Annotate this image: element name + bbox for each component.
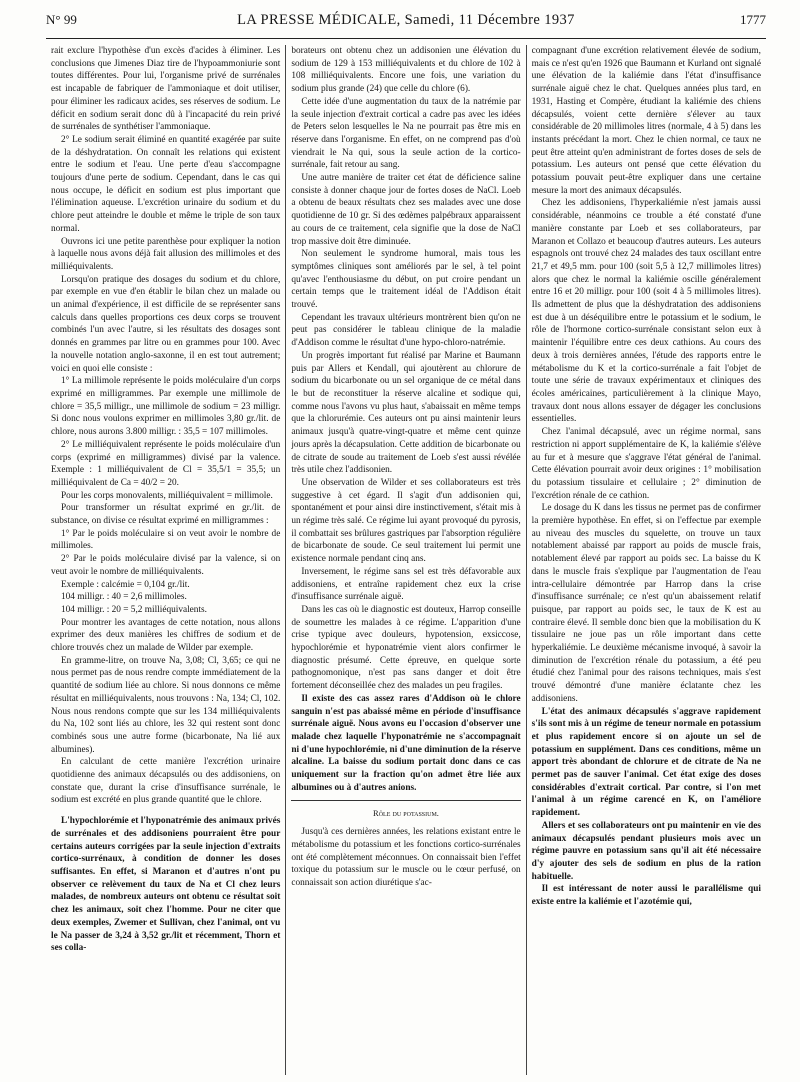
- column-1: [46, 45, 285, 1075]
- paragraph: 2° Le sodium serait éliminé en quantité exagérée par suite de la déshydratation. On connaît les relations qui existent entre le sodium et l'eau. Une perte d'eau s'accompagne toujours d'une perte de sodium. Cependant, dans le cas qui nous occupe, le déficit en sodium est plus important que l'élimination aqueuse. L'excrétion urinaire du sodium et du chlore peut atteindre le double et même le triple de son taux normal.: [51, 134, 281, 234]
- paragraph: Il est intéressant de noter aussi le parallélisme qui existe entre la kaliémie et l'azotémie qui,: [531, 884, 761, 908]
- paragraph: Une autre manière de traiter cet état de déficience saline consiste à donner chaque jour de fortes doses de NaCl. Loeb a obtenu de beaux résultats chez ses malades avec une dose quotidienne de 10 gr. Si des œdèmes palpébraux apparaissent au cours de ce traitement, cela signifie que la dose de NaCl trop massive doit être diminuée.: [291, 173, 521, 247]
- paragraph: En calculant de cette manière l'excrétion urinaire quotidienne des animaux décapsulés ou des addisoniens, on constate que, durant la crise d'insuffisance surrénale, le sodium est excrété en plus grande quantité que le chlore.: [51, 757, 281, 806]
- paragraph: L'état des animaux décapsulés s'aggrave rapidement s'ils sont mis à un régime de teneur normale en potassium et plus rapidement encore si on ajoute un sel de potassium en supplément. Dans ces conditions, même un apport très abondant de chlorure et de citrate de Na ne permet pas de sauver l'animal. Cet état exige des doses considérables d'extrait cortical. Par contre, si l'on met l'animal à un régime carencé en K, on l'améliore rapidement.: [531, 706, 761, 819]
- column-3: [526, 45, 766, 1075]
- paragraph: borateurs ont obtenu chez un addisonien une élévation du sodium de 129 à 153 milliéquivalents et du chlore de 102 à 108 milliéquivalents. Encore une fois, une variation du sodium plus grande (24) que celle du chlore (6).: [291, 46, 521, 95]
- paragraph: Dans les cas où le diagnostic est douteux, Harrop conseille de soumettre les malades à ce régime. L'apparition d'une crise typique avec douleurs, hypotension, exsiccose, hypochlorémie et hyponatrémie vient alors confirmer le diagnostic présumé. Cette épreuve, en quelque sorte pathognomonique, n'est pas sans danger et doit être fortement déconseillée chez des malades un peu fragiles.: [291, 604, 521, 692]
- paragraph: Un progrès important fut réalisé par Marine et Baumann puis par Allers et Kendall, qui ajoutèrent au chlorure de sodium du bicarbonate ou un sel organique de ce métal dans le but de reconstituer la réserve alcaline et sodique qui, comme nous l'avons vu plus haut, s'abaissait en même temps que la chlorurémie. Ces auteurs ont pu ainsi maintenir leurs animaux jusqu'à quatre-vingt-quatre et même cent quinze jours après la décapsulation. Cette addition de bicarbonate ou de citrate de soude au traitement de Loeb s'est aussi révélée très utile chez l'addisonien.: [291, 350, 521, 476]
- paragraph: Jusqu'à ces dernières années, les relations existant entre le métabolisme du potassium et les fonctions cortico-surrénales ont été complètement méconnues. On connaissait bien l'effet toxique du potassium sur le muscle ou le cœur perfusé, on connaissait son action diurétique s'ac-: [291, 827, 521, 888]
- paragraph: Lorsqu'on pratique des dosages du sodium et du chlore, par exemple en vue d'en établir le bilan chez un malade ou un animal d'expérience, il est difficile de se représenter sans calculs dans quelles proportions ces deux corps se trouvent combinés l'un avec l'autre, si les résultats des dosages sont donnés en grammes par litre ou en grammes pour 100. Avec la nouvelle notation anglo-saxonne, il en est tout autrement; voici en quoi elle consiste :: [51, 274, 281, 374]
- paragraph: Chez l'animal décapsulé, avec un régime normal, sans restriction ni apport supplémentaire de K, la kaliémie s'élève au fur et à mesure que s'aggrave l'état général de l'animal. Cette élévation pourrait avoir deux origines : 1° mobilisation du potassium tissulaire et cellulaire ; 2° diminution de l'excrétion rénale de ce cathion.: [531, 427, 761, 501]
- paragraph: 1° Par le poids moléculaire si on veut avoir le nombre de millimoles.: [51, 528, 281, 552]
- paragraph: Chez les addisoniens, l'hyperkaliémie n'est jamais aussi considérable, néanmoins ce trouble a été constaté d'une manière constante par Loeb et ses collaborateurs, par Maranon et Collazo et beaucoup d'autres auteurs. Les auteurs espagnols ont trouvé chez 24 malades des taux oscillant entre 21,7 et 49,5 mm. pour 100 (soit 5,5 à 12,7 millimoles litres) alors que chez le normal la kaliémie oscille généralement entre 16 et 20 milligr. pour 100 (soit 4 à 5 millimoles litres). Ils admettent de plus que la déshydratation des addisoniens est due à un déséquilibre entre le potassium et le sodium, le rôle de l'hormone cortico-surrénale consistant selon eux à maintenir l'équilibre entre ces deux cathions. Au cours des deux à trois dernières années, l'étude des rapports entre le métabolisme du K et la cortico-surrénale a fait l'objet de toute une série de travaux expérimentaux et cliniques des écoles américaines, particulièrement à la clinique Mayo, travaux dont nous allons essayer de dégager les conclusions essentielles.: [531, 198, 761, 425]
- paragraph: Pour les corps monovalents, milliéquivalent = millimole.: [61, 490, 273, 501]
- paragraph: Allers et ses collaborateurs ont pu maintenir en vie des animaux décapsulés pendant plusieurs mois avec un régime pauvre en potassium sans qu'il ait été nécessaire d'y ajouter des sels de sodium en plus de la ration habituelle.: [531, 820, 761, 882]
- paragraph: Cependant les travaux ultérieurs montrèrent bien qu'on ne peut pas considérer le tableau clinique de la maladie d'Addison comme le résultat d'une hypo-chloro-natrémie.: [291, 312, 521, 349]
- paragraph: 104 milligr. : 20 = 5,2 milliéquivalents.: [61, 604, 207, 615]
- paragraph: L'hypochlorémie et l'hyponatrémie des animaux privés de surrénales et des addisoniens pourraient être pour certains auteurs corrigées par la seule injection d'extraits cortico-surrénaux, à condition de donner les doses suffisantes. En effet, si Maranon et d'autres n'ont pu observer ce relèvement du taux de Na et Cl chez leurs malades, de nombreux auteurs ont obtenu ce résultat soit chez les animaux, soit chez l'homme. Pour ne citer que deux exemples, Zwemer et Sullivan, chez l'animal, ont vu le Na passer de 3,24 à 3,52 gr./lit et récemment, Thorn et ses colla-: [51, 816, 281, 954]
- issue-number: N° 99: [46, 12, 77, 27]
- paragraph: Inversement, le régime sans sel est très défavorable aux addisoniens, et entraîne rapidement chez eux la crise d'insuffisance surrénale aiguë.: [291, 566, 521, 603]
- section-heading: Rôle du potassium.: [373, 808, 439, 819]
- text-columns: [46, 45, 766, 1075]
- column-2: [285, 45, 525, 1075]
- paragraph: rait exclure l'hypothèse d'un excès d'acides à éliminer. Les conclusions que Jimenes Diaz tire de l'hypoammoniurie sont toutes différentes. Pour lui, l'organisme privé de surrénales est incapable de fabriquer de l'ammoniaque et doit utiliser, pour éliminer les radicaux acides, ses réserves de sodium. Le déficit en sodium serait donc dû à l'incapacité du rein privé de surrénales de synthétiser l'ammoniaque.: [51, 46, 281, 133]
- paragraph: Non seulement le syndrome humoral, mais tous les symptômes cliniques sont améliorés par le sel, à tel point qu'avec l'enthousiasme du début, on put croire pendant un certain temps que le traitement idéal de l'Addison était trouvé.: [291, 249, 521, 311]
- paragraph: Une observation de Wilder et ses collaborateurs est très suggestive à cet égard. Il s'agit d'un addisonien qui, spontanément et pour ainsi dire instinctivement, s'était mis à un régime très salé. Ce régime lui ayant provoqué du pyrosis, il combattait ses brûlures gastriques par l'absorption régulière de bicarbonate de soude. Ce seul traitement lui permit une existence normale pendant cinq ans.: [291, 477, 521, 565]
- paragraph: Ouvrons ici une petite parenthèse pour expliquer la notion à laquelle nous avons déjà fait allusion des millimoles et des milliéquivalents.: [51, 236, 281, 272]
- page-number: 1777: [739, 12, 766, 27]
- paragraph: 104 milligr. : 40 = 2,6 millimoles.: [61, 592, 187, 603]
- page-header: [46, 12, 766, 39]
- paragraph: Pour transformer un résultat exprimé en gr./lit. de substance, on divise ce résultat exprimé en milligrammes :: [51, 503, 281, 527]
- paragraph: 1° La millimole représente le poids moléculaire d'un corps exprimé en milligrammes. Par exemple une millimole de chlore = 35,5 milligr., une millimole de sodium = 23 milligr. Si donc nous voulons exprimer en millimoles 3,80 gr./lit. de chlore, nous aurons 3.800 milligr. : 35,5 = 107 millimoles.: [51, 376, 281, 438]
- paragraph: Exemple : calcémie = 0,104 gr./lit.: [61, 579, 190, 590]
- paragraph: Pour montrer les avantages de cette notation, nous allons exprimer des deux manières les chiffres de sodium et de chlore trouvés chez un malade de Wilder par exemple.: [51, 617, 281, 654]
- divider: [291, 800, 520, 801]
- paragraph: En gramme-litre, on trouve Na, 3,08; Cl, 3,65; ce qui ne nous permet pas de nous rendre compte immédiatement de la quantité de sodium liée au chlore. Si nous donnons ce même résultat en milliéquivalents, nous trouvons : Na, 134; Cl, 102. Nous nous rendons compte que sur les 134 milliéquivalents du Na, 102 sont liés au chlore, les 32 qui restent sont donc combinés sous une autre forme (bicarbonate, Na lié aux albumines).: [51, 655, 281, 755]
- paragraph: Cette idée d'une augmentation du taux de la natrémie par la seule injection d'extrait cortical a cadre pas avec les idées de Peters selon lesquelles le Na ne pourrait pas être mis en réserve dans l'organisme. En effet, on ne comprend pas d'où viendrait le Na qui, sous la seule action de la cortico-surrénale, fait retour au sang.: [291, 96, 521, 171]
- paragraph: 2° Par le poids moléculaire divisé par la valence, si on veut avoir le nombre de milliéquivalents.: [51, 554, 281, 577]
- paragraph: compagnant d'une excrétion relativement élevée de sodium, mais ce n'est qu'en 1926 que Baumann et Kurland ont signalé une élévation de la kaliémie dans l'état d'insuffisance surrénale aiguë chez le chat. Quelques années plus tard, en 1931, Hasting et Compère, étudiant la kaliémie des chiens décapsulés, voient cette dernière s'élever au taux considérable de 20 millimoles litres (normale, 4 à 5) dans les instants précédant la mort. Chez le chien normal, ce taux ne peut être atteint qu'en administrant de fortes doses de sels de potassium. Les auteurs ont pensé que cette élévation du potassium pouvait peut-être expliquer dans une certaine mesure la mort des animaux décapsulés.: [531, 46, 761, 196]
- paragraph: 2° Le milliéquivalent représente le poids moléculaire d'un corps (exprimé en milligrammes) divisé par la valence. Exemple : 1 milliéquivalent de Cl = 35,5/1 = 35,5; un milliéquivalent de Ca = 40/2 = 20.: [51, 439, 281, 488]
- paragraph: Le dosage du K dans les tissus ne permet pas de confirmer la première hypothèse. En effet, si on l'effectue par exemple au niveau des muscles du squelette, on trouve un taux notablement abaissé par rapport au poids de muscle frais, notablement élevé par rapport au poids sec. La baisse du K dans le muscle frais s'explique par l'augmentation de l'eau intra-cellulaire démontrée par Harrop dans la crise d'insuffisance surrénale; ce n'est qu'un abaissement relatif puisque, par rapport au poids sec, le taux de K est au contraire élevé. Il semble donc bien que la mobilisation du K tissulaire ne joue pas un rôle important dans cette hyperkaliémie. Le deuxième mécanisme invoqué, à savoir la diminution de l'excrétion rénale du potassium, a été peu étudié chez l'animal pour des raisons techniques, mais s'est trouvé démontré d'une manière éclatante chez les addisoniens.: [531, 503, 761, 704]
- paragraph: Il existe des cas assez rares d'Addison où le chlore sanguin n'est pas abaissé même en période d'insuffisance surrénale aiguë. Nous avons eu l'occasion d'observer une malade chez laquelle l'hyponatrémie ne s'accompagnait ni d'une hypochlorémie, ni d'une diminution de la réserve alcaline. La baisse du sodium portait donc dans ce cas uniquement sur la fraction qu'on admet être liée aux albumines ou à d'autres anions.: [291, 693, 521, 793]
- masthead-title: LA PRESSE MÉDICALE, Samedi, 11 Décembre 1937: [237, 12, 575, 28]
